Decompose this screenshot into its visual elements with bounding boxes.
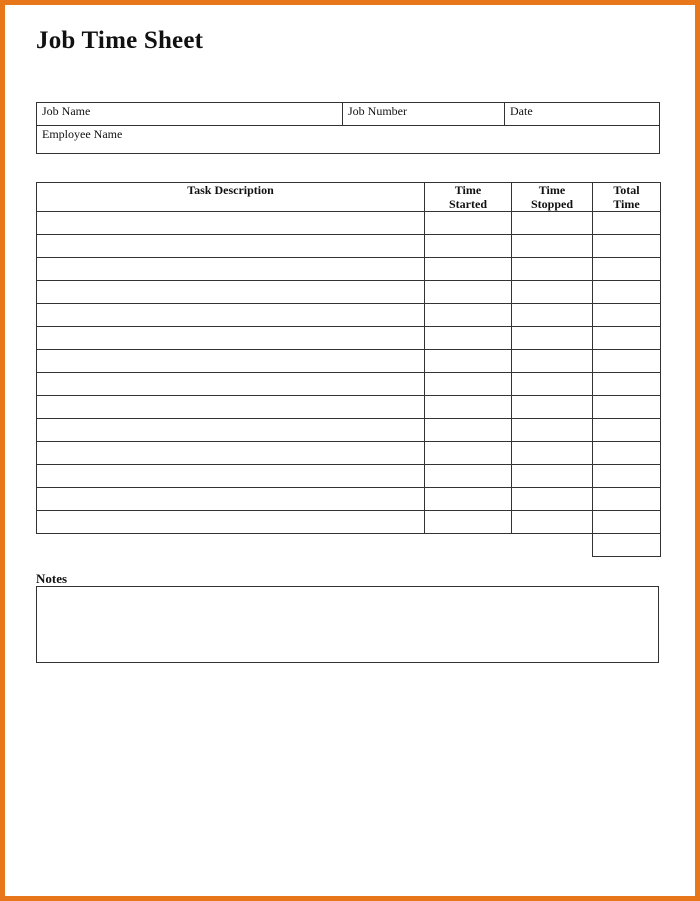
time-stopped-cell[interactable]: [512, 212, 593, 235]
time-started-cell[interactable]: [425, 350, 512, 373]
time-stopped-cell[interactable]: [512, 258, 593, 281]
task-description-cell[interactable]: [37, 373, 425, 396]
table-row: [37, 327, 661, 350]
task-description-cell[interactable]: [37, 235, 425, 258]
time-stopped-cell[interactable]: [512, 327, 593, 350]
table-row: [37, 235, 661, 258]
time-stopped-cell[interactable]: [512, 419, 593, 442]
job-number-label: Job Number: [348, 104, 407, 118]
time-stopped-cell[interactable]: [512, 511, 593, 534]
table-row: [37, 281, 661, 304]
task-description-cell[interactable]: [37, 327, 425, 350]
time-started-cell[interactable]: [425, 304, 512, 327]
time-stopped-cell[interactable]: [512, 281, 593, 304]
table-row: [37, 373, 661, 396]
table-row: [37, 511, 661, 534]
task-description-cell[interactable]: [37, 350, 425, 373]
job-number-field[interactable]: [343, 103, 505, 126]
total-time-cell[interactable]: [593, 281, 661, 304]
time-started-cell[interactable]: [425, 511, 512, 534]
table-row: [37, 488, 661, 511]
time-stopped-cell[interactable]: [512, 396, 593, 419]
total-time-cell[interactable]: [593, 350, 661, 373]
grand-total-cell[interactable]: [593, 534, 661, 557]
task-description-cell[interactable]: [37, 511, 425, 534]
time-stopped-cell[interactable]: [512, 350, 593, 373]
time-stopped-cell[interactable]: [512, 465, 593, 488]
time-started-cell[interactable]: [425, 258, 512, 281]
time-stopped-cell[interactable]: [512, 235, 593, 258]
total-time-cell[interactable]: [593, 212, 661, 235]
date-field[interactable]: [505, 103, 660, 126]
table-row: [37, 212, 661, 235]
time-stopped-header: Time Stopped: [512, 183, 593, 212]
time-started-cell[interactable]: [425, 281, 512, 304]
time-stopped-cell[interactable]: [512, 442, 593, 465]
table-row: [37, 419, 661, 442]
time-started-cell[interactable]: [425, 488, 512, 511]
time-started-cell[interactable]: [425, 327, 512, 350]
task-description-cell[interactable]: [37, 212, 425, 235]
time-started-cell[interactable]: [425, 442, 512, 465]
time-stopped-cell[interactable]: [512, 304, 593, 327]
task-description-cell[interactable]: [37, 258, 425, 281]
table-row: [37, 465, 661, 488]
total-time-cell[interactable]: [593, 373, 661, 396]
task-description-cell[interactable]: [37, 396, 425, 419]
total-row-spacer: [512, 534, 593, 557]
employee-name-label: Employee Name: [42, 127, 123, 141]
table-row: [37, 258, 661, 281]
total-time-cell[interactable]: [593, 235, 661, 258]
job-name-label: Job Name: [42, 104, 91, 118]
task-description-cell[interactable]: [37, 442, 425, 465]
notes-label: Notes: [36, 571, 68, 586]
time-started-cell[interactable]: [425, 373, 512, 396]
total-time-cell[interactable]: [593, 396, 661, 419]
task-description-cell[interactable]: [37, 281, 425, 304]
total-row-spacer: [425, 534, 512, 557]
date-label: Date: [510, 104, 533, 118]
total-time-cell[interactable]: [593, 442, 661, 465]
task-description-cell[interactable]: [37, 304, 425, 327]
employee-name-field[interactable]: [37, 126, 660, 154]
table-row: [37, 442, 661, 465]
total-time-cell[interactable]: [593, 511, 661, 534]
task-description-cell[interactable]: [37, 419, 425, 442]
time-started-cell[interactable]: [425, 419, 512, 442]
total-time-cell[interactable]: [593, 465, 661, 488]
time-started-cell[interactable]: [425, 235, 512, 258]
total-time-cell[interactable]: [593, 419, 661, 442]
total-time-header: Total Time: [593, 183, 661, 212]
time-stopped-cell[interactable]: [512, 373, 593, 396]
task-description-cell[interactable]: [37, 465, 425, 488]
task-rows: [37, 212, 661, 557]
total-row-spacer: [37, 534, 425, 557]
job-name-field[interactable]: [37, 103, 343, 126]
time-started-cell[interactable]: [425, 396, 512, 419]
notes-box[interactable]: [36, 586, 659, 663]
time-stopped-cell[interactable]: [512, 488, 593, 511]
task-description-header: Task Description: [37, 183, 425, 212]
task-table: [36, 182, 661, 557]
table-row: [37, 304, 661, 327]
time-started-header: Time Started: [425, 183, 512, 212]
table-row: [37, 350, 661, 373]
job-info-table: [36, 102, 660, 154]
total-time-cell[interactable]: [593, 258, 661, 281]
time-started-cell[interactable]: [425, 465, 512, 488]
total-row: [37, 534, 661, 557]
table-row: [37, 396, 661, 419]
total-time-cell[interactable]: [593, 488, 661, 511]
page-title: Job Time Sheet: [36, 27, 204, 54]
task-description-cell[interactable]: [37, 488, 425, 511]
task-table-header: [37, 183, 661, 212]
total-time-cell[interactable]: [593, 327, 661, 350]
total-time-cell[interactable]: [593, 304, 661, 327]
time-started-cell[interactable]: [425, 212, 512, 235]
